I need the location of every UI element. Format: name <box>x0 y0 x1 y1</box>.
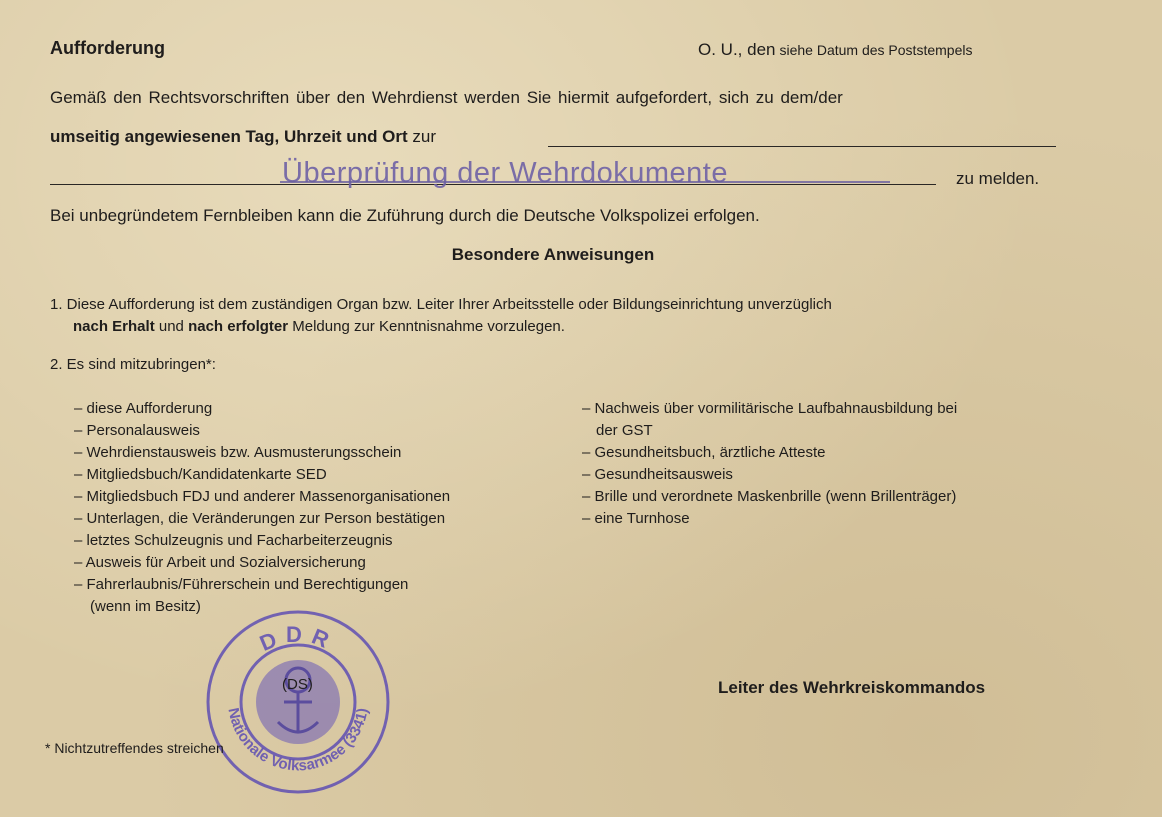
footnote: * Nichtzutreffendes streichen <box>45 740 224 756</box>
stamped-purpose: Überprüfung der Wehrdokumente <box>282 157 728 189</box>
fill-in-rule-1 <box>548 146 1056 147</box>
summons-text-line-2 <box>50 127 436 147</box>
instruction-bold-2: nach erfolgter <box>188 318 289 335</box>
list-item: – Brille und verordnete Maskenbrille (wenn Brillenträger) <box>582 488 957 505</box>
signature-label: Leiter des Wehrkreiskommandos <box>718 678 986 697</box>
ds-seal-label: (DS) <box>282 676 313 693</box>
instruction-bold-1: nach Erhalt <box>73 318 155 335</box>
list-item: – Mitgliedsbuch/Kandidatenkarte SED <box>74 466 327 483</box>
list-item: – Gesundheitsausweis <box>582 466 733 483</box>
instruction-text-1: und <box>154 318 189 335</box>
list-item: – Fahrerlaubnis/Führerschein und Berechtigungen <box>74 576 409 593</box>
summons-text-line-1: Gemäß den Rechtsvorschriften über den Wehrdienst werden Sie hiermit aufgefordert, sich zu dem/der <box>50 88 843 107</box>
list-item: – Wehrdienstausweis bzw. Ausmusterungsschein <box>74 444 402 461</box>
place-label: O. U., den <box>698 40 776 59</box>
list-item: – Personalausweis <box>74 422 200 439</box>
list-item: – Unterlagen, die Veränderungen zur Person bestätigen <box>74 510 446 527</box>
items-list-right <box>582 398 957 530</box>
list-item: der GST <box>596 422 653 439</box>
instructions-heading: Besondere Anweisungen <box>451 245 655 264</box>
summons-line-3-end: zu melden. <box>956 169 1040 188</box>
stamp-strike-line <box>280 181 890 183</box>
instruction-2: 2. Es sind mitzubringen*: <box>50 356 216 373</box>
list-item: – Ausweis für Arbeit und Sozialversicherung <box>74 554 366 571</box>
list-item: – Gesundheitsbuch, ärztliche Atteste <box>582 444 826 461</box>
instruction-1-line-a: 1. Diese Aufforderung ist dem zuständigen Organ bzw. Leiter Ihrer Arbeitsstelle oder Bildungseinrichtung unverzüglich <box>50 296 832 313</box>
list-item: – eine Turnhose <box>582 510 690 527</box>
instruction-1-line-b <box>73 318 565 335</box>
form-title: Aufforderung <box>50 38 165 58</box>
seal-top-text: DDR <box>255 622 341 656</box>
seal-ring-text: Nationale Volksarmee (3341) <box>224 706 372 775</box>
summons-text-line-4: Bei unbegründetem Fernbleiben kann die Zuführung durch die Deutsche Volkspolizei erfolgen. <box>50 206 760 225</box>
summons-bold-phrase: umseitig angewiesenen Tag, Uhrzeit und Ort <box>50 127 408 146</box>
list-item: – Mitgliedsbuch FDJ und anderer Massenorganisationen <box>74 488 451 505</box>
list-item: – letztes Schulzeugnis und Facharbeiterzeugnis <box>74 532 393 549</box>
date-note: siehe Datum des Poststempels <box>779 42 973 58</box>
place-date-line <box>698 40 972 60</box>
items-list-left <box>74 398 450 618</box>
summons-line-2-rest: zur <box>407 127 437 146</box>
instruction-text-2: Meldung zur Kenntnisnahme vorzulegen. <box>288 318 565 335</box>
list-item: – Nachweis über vormilitärische Laufbahnausbildung bei <box>582 400 958 417</box>
list-item: (wenn im Besitz) <box>90 598 201 615</box>
official-seal-stamp <box>198 602 398 802</box>
list-item: – diese Aufforderung <box>74 400 213 417</box>
